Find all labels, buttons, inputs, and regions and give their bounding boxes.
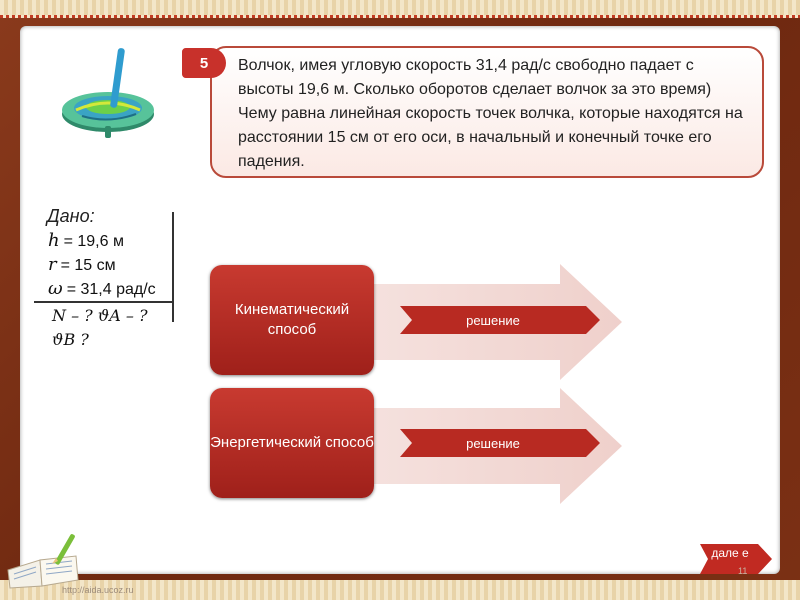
given-block [34, 206, 184, 356]
find-line-1: N – ? ϑA – ? [52, 306, 148, 325]
solution-label: решение [466, 435, 520, 451]
next-label: дале е [711, 546, 749, 560]
method-energy-button[interactable] [210, 388, 374, 498]
footer-url: http://aida.ucoz.ru [62, 585, 134, 595]
given-value: = 19,6 м [63, 233, 124, 250]
solution-label: решение [466, 312, 520, 328]
solution-button-energy[interactable] [400, 429, 600, 457]
method-label: Энергетический способ [210, 434, 374, 451]
question-text: Волчок, имея угловую скорость 31,4 рад/с свободно падает с высоты 19,6 м. Сколько оборотов сделает волчок за это время) Чему равна линейная скорость точек волчка, которые находятся на расстоянии 15 см от его оси, в начальный и конечный точке его падения. [238, 57, 743, 170]
next-button[interactable] [700, 540, 774, 578]
given-value: = 15 см [60, 257, 116, 274]
given-divider-vertical [172, 212, 174, 322]
book-with-pen-icon [4, 530, 84, 590]
given-symbol: h [48, 230, 60, 251]
top-border-stripe [0, 0, 800, 18]
given-divider-horizontal [34, 301, 174, 303]
solution-button-kinematic[interactable] [400, 306, 600, 334]
given-item-height [48, 230, 124, 251]
given-value: = 31,4 рад/с [66, 281, 156, 298]
given-symbol: ω [48, 278, 63, 299]
given-item-angular-velocity [48, 278, 156, 299]
method-kinematic-button[interactable] [210, 265, 374, 375]
spinning-top-icon [58, 44, 168, 154]
given-symbol: r [48, 254, 57, 275]
question-number-badge: 5 [182, 48, 226, 78]
question-text-box [210, 46, 764, 178]
page-number: 11 [738, 566, 748, 576]
given-title: Дано: [47, 206, 95, 226]
given-item-radius [48, 254, 116, 275]
find-line-2: ϑB ? [52, 330, 89, 349]
method-label: Кинематический способ [234, 301, 350, 338]
